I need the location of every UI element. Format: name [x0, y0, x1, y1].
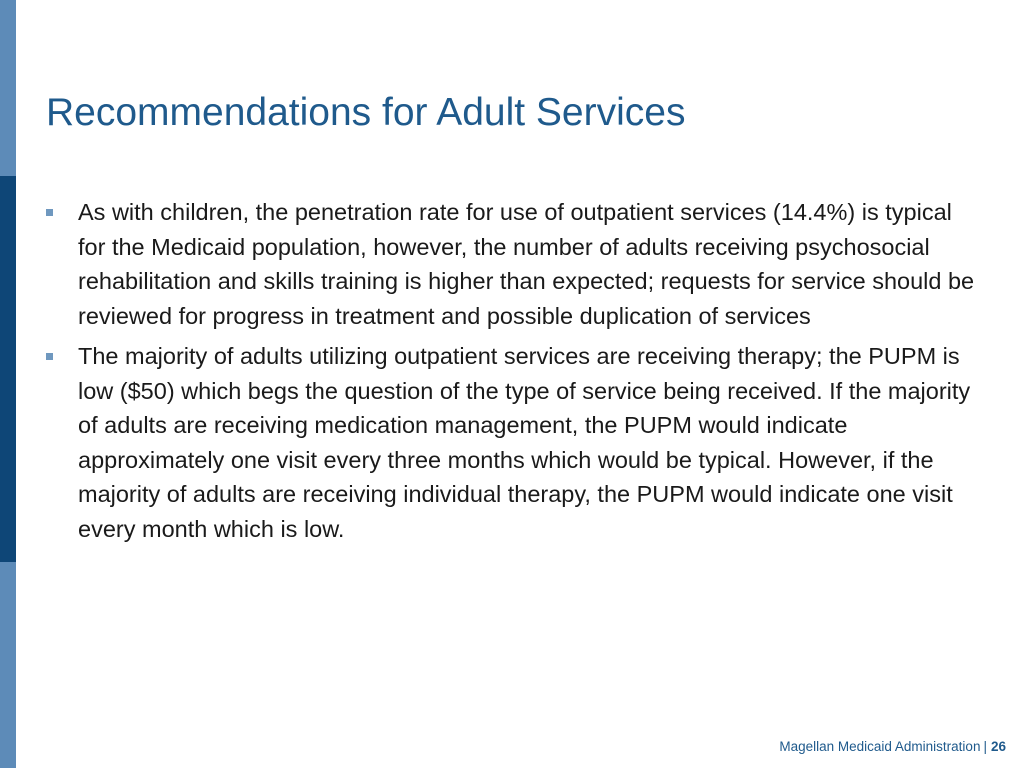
footer-separator: |: [983, 739, 987, 754]
footer: [779, 738, 1006, 756]
square-bullet-icon: [46, 209, 53, 216]
bullet-text: The majority of adults utilizing outpatient services are receiving therapy; the PUPM is low ($50) which begs the question of the type of service being received. If the majority of adults are receiving medication management, the PUPM would indicate approximately one visit every three months which would be typical. However, if the majority of adults are receiving individual therapy, the PUPM would indicate one visit every month which is low.: [78, 343, 971, 542]
footer-org: Magellan Medicaid Administration: [779, 739, 981, 754]
slide-title: Recommendations for Adult Services: [46, 91, 686, 134]
left-accent-bar: [0, 176, 16, 562]
bullet-item: [46, 195, 976, 333]
square-bullet-icon: [46, 353, 53, 360]
page-number: 26: [990, 739, 1006, 754]
bullet-text: As with children, the penetration rate for use of outpatient services (14.4%) is typical for the Medicaid population, however, the number of adults receiving psychosocial rehabilitation and skills training is higher than expected; requests for service should be reviewed for progress in treatment and possible duplication of services: [78, 199, 975, 329]
bullet-list: [46, 195, 976, 552]
bullet-item: [46, 339, 976, 546]
